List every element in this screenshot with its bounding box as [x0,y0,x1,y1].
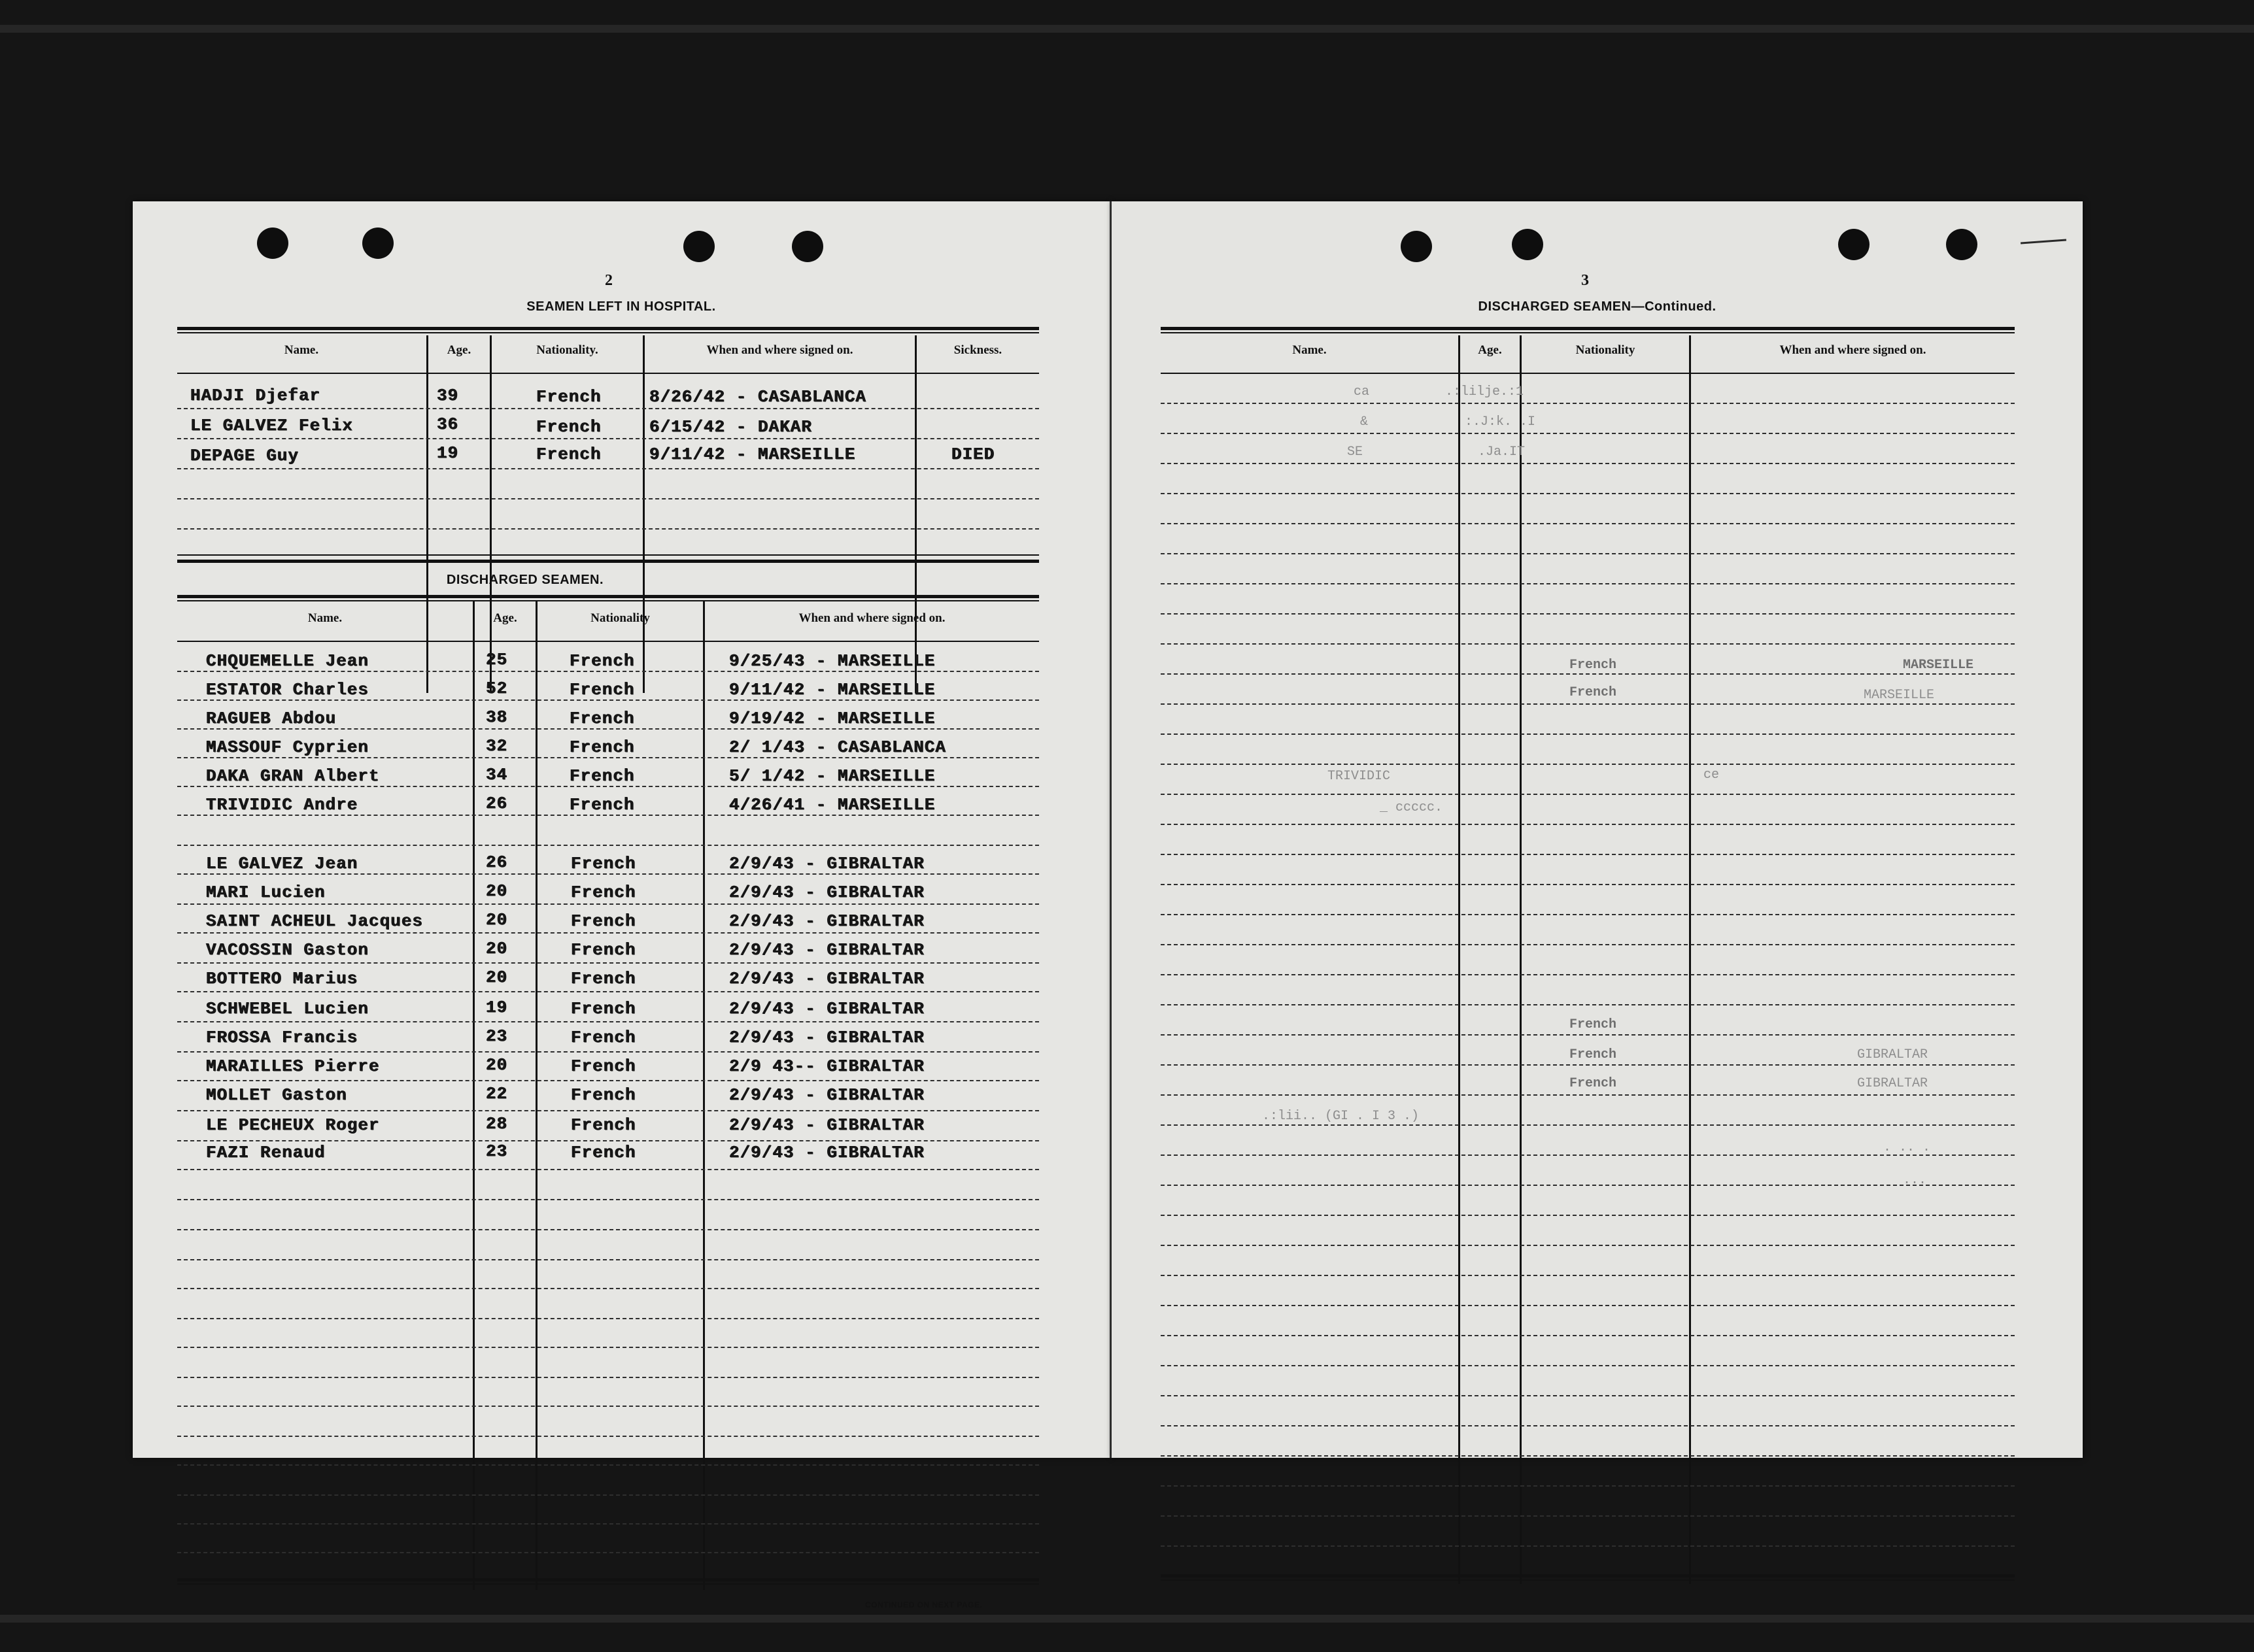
discharged-age: 32 [486,736,508,756]
ruled-line [177,757,1039,758]
ruled-line [177,903,1039,905]
ruled-line [177,1552,1039,1553]
column-header-name: Name. [307,611,343,625]
bleed-through-mark: _ ccccc. [1380,800,1443,815]
bleed-through-mark: & [1360,414,1369,430]
discharged-age: 23 [486,1026,508,1046]
ruled-line [1161,944,2015,945]
discharged-signed-on: 9/25/43 - MARSEILLE [729,651,936,671]
discharged-age: 19 [486,998,508,1017]
discharged-age: 26 [486,794,508,813]
discharged-signed-on: 9/19/42 - MARSEILLE [729,709,936,728]
ruled-line [1161,1365,2015,1366]
ruled-line [177,528,1039,530]
bleed-through-mark: . .. . [1883,1140,1931,1155]
ruled-line [177,991,1039,992]
ruled-line [1161,1064,2015,1066]
hospital-signed-on: 9/11/42 - MARSEILLE [649,445,856,464]
ruled-line [1161,673,2015,675]
hospital-nationality: French [536,445,602,464]
discharged-nationality: French [571,854,636,873]
ruled-line [1161,1004,2015,1005]
discharged-signed-on: 2/ 1/43 - CASABLANCA [729,737,947,757]
ruled-line [1161,794,2015,795]
bleed-through-mark: ce [1703,767,1720,783]
discharged-signed-on: 2/9/43 - GIBRALTAR [729,1085,925,1105]
column-divider [426,335,428,693]
table-rule [1161,1574,2015,1577]
film-border-bottom [0,1615,2254,1623]
column-header-nationality: Nationality [590,611,650,625]
discharged-name: BOTTERO Marius [206,969,358,988]
discharged-signed-on: 2/9/43 - GIBRALTAR [729,999,925,1019]
discharged-signed-on: 2/9/43 - GIBRALTAR [729,1115,925,1135]
ruled-line [177,873,1039,875]
discharged-age: 20 [486,968,508,987]
discharged-nationality: French [570,737,635,757]
punch-hole [683,231,715,262]
ruled-line [1161,854,2015,855]
discharged-age: 20 [486,910,508,930]
column-header-age: Age. [493,611,517,625]
discharged-age: 22 [486,1084,508,1104]
ruled-line [177,1406,1039,1407]
discharged-name: FROSSA Francis [206,1028,358,1047]
ruled-line [1161,1335,2015,1336]
ruled-line [177,1523,1039,1525]
ruled-line [1161,1275,2015,1276]
discharged-nationality: French [571,1085,636,1105]
ruled-line [1161,703,2015,705]
ruled-line [177,1318,1039,1319]
discharged-signed-on: 2/9/43 - GIBRALTAR [729,911,925,931]
ruled-line [177,1259,1039,1260]
ruled-line [1161,1545,2015,1547]
discharged-name: MARI Lucien [206,883,326,902]
hospital-name: LE GALVEZ Felix [190,416,354,435]
bleed-through-text: TRIVIDIC [1327,769,1391,784]
bleed-through-text: French [1569,658,1617,673]
table-rule [177,554,1039,556]
bleed-through-text: French [1569,1076,1617,1091]
discharged-age: 20 [486,881,508,901]
bleed-through-mark: .:lilje.:1 [1445,384,1524,399]
ruled-line [177,671,1039,672]
punch-hole [257,228,288,259]
discharged-name: SCHWEBEL Lucien [206,999,369,1019]
discharged-signed-on: 2/9/43 - GIBRALTAR [729,940,925,960]
hospital-signed-on: 6/15/42 - DAKAR [649,417,813,437]
ruled-line [1161,643,2015,645]
ruled-line [1161,1245,2015,1246]
bleed-through-text: MARSEILLE [1864,688,1935,703]
ruled-line [1161,914,2015,915]
hospital-section-title: SEAMEN LEFT IN HOSPITAL. [526,299,716,314]
bleed-through-mark: :.J:k. .I [1465,414,1536,430]
ruled-line [1161,613,2015,615]
bleed-through-mark: ca [1354,384,1370,399]
left-page [133,201,1110,1610]
discharged-nationality: French [570,795,635,815]
discharged-nationality: French [571,911,636,931]
discharged-name: LE GALVEZ Jean [206,854,358,873]
discharged-section-title: DISCHARGED SEAMEN. [446,573,604,587]
discharged-age: 34 [486,765,508,784]
page-number: 3 [1581,272,1589,289]
ruled-line [1161,1034,2015,1036]
discharged-signed-on: 4/26/41 - MARSEILLE [729,795,936,815]
discharged-name: DAKA GRAN Albert [206,766,380,786]
discharged-age: 28 [486,1114,508,1134]
ruled-line [177,498,1039,499]
ruled-line [177,1021,1039,1022]
table-rule [1161,1579,2015,1581]
ruled-line [177,1140,1039,1141]
discharged-signed-on: 2/9/43 - GIBRALTAR [729,1143,925,1162]
column-header-signed-on: When and where signed on. [1779,343,1926,357]
punch-hole [1946,229,1977,260]
hospital-signed-on: 8/26/42 - CASABLANCA [649,387,867,407]
ruled-line [1161,433,2015,434]
bleed-through-text: French [1569,1047,1617,1062]
discharged-nationality: French [571,999,636,1019]
bleed-through-text: MARSEILLE [1903,658,1974,673]
column-header-signed-on: When and where signed on. [798,611,946,625]
column-header-age: Age. [447,343,471,357]
bleed-through-text: GIBRALTAR [1857,1047,1928,1062]
hospital-nationality: French [536,387,602,407]
ruled-line [177,932,1039,934]
discharged-name: RAGUEB Abdou [206,709,337,728]
discharged-name: ESTATOR Charles [206,680,369,700]
discharged-nationality: French [570,709,635,728]
ruled-line [1161,553,2015,554]
ruled-line [177,786,1039,787]
discharged-nationality: French [570,651,635,671]
discharged-name: LE PECHEUX Roger [206,1115,380,1135]
hospital-age: 36 [437,414,459,434]
ruled-line [1161,1185,2015,1186]
ruled-line [1161,764,2015,765]
ruled-line [177,1051,1039,1053]
discharged-age: 26 [486,852,508,872]
punch-hole [1401,231,1432,262]
ruled-line [1161,583,2015,584]
ruled-line [1161,403,2015,404]
ruled-line [1161,824,2015,825]
column-header-name: Name. [284,343,319,357]
discharged-age: 20 [486,1055,508,1075]
hospital-sickness: DIED [951,445,995,464]
punch-hole [362,228,394,259]
bleed-through-text: GIBRALTAR [1857,1076,1928,1091]
ruled-line [177,1347,1039,1348]
ruled-line [177,1229,1039,1230]
table-rule [177,600,1039,601]
punch-hole [1838,229,1870,260]
discharged-age: 52 [486,679,508,698]
discharged-signed-on: 2/9/43 - GIBRALTAR [729,883,925,902]
table-rule [1161,332,2015,333]
ruled-line [1161,1395,2015,1396]
hospital-name: HADJI Djefar [190,386,321,405]
bleed-through-mark: ... [1903,1173,1927,1188]
discharged-name: FAZI Renaud [206,1143,326,1162]
bleed-through-text: French [1569,1017,1617,1032]
column-header-nationality: Nationality [1575,343,1635,357]
discharged-nationality: French [571,969,636,988]
column-header-sickness: Sickness. [953,343,1002,357]
hospital-name: DEPAGE Guy [190,446,299,465]
discharged-signed-on: 5/ 1/42 - MARSEILLE [729,766,936,786]
discharged-signed-on: 2/9/43 - GIBRALTAR [729,1028,925,1047]
ruled-line [177,1436,1039,1437]
table-rule [177,332,1039,333]
film-border-top [0,25,2254,33]
ruled-line [177,1288,1039,1289]
table-rule [177,1583,1039,1585]
ruled-line [177,845,1039,846]
ruled-line [1161,1094,2015,1096]
discharged-nationality: French [571,940,636,960]
table-rule [177,327,1039,330]
ruled-line [1161,733,2015,735]
right-page [1112,201,2083,1458]
page-number: 2 [605,272,613,289]
ruled-line [1161,463,2015,464]
ruled-line [177,1377,1039,1378]
ruled-line [1161,884,2015,885]
ruled-line [177,1464,1039,1466]
continued-note: CONTINUED ON NEXT PAGE. [865,1600,983,1610]
discharged-nationality: French [571,1115,636,1135]
column-header-signed-on: When and where signed on. [706,343,853,357]
discharged-nationality: French [571,1028,636,1047]
ruled-line [1161,974,2015,975]
discharged-name: TRIVIDIC Andre [206,795,358,815]
ruled-line [177,815,1039,816]
discharged-name: VACOSSIN Gaston [206,940,369,960]
ruled-line [177,1080,1039,1081]
column-divider [703,601,705,1590]
discharged-signed-on: 2/9/43 - GIBRALTAR [729,969,925,988]
ruled-line [177,700,1039,701]
ruled-line [177,408,1039,409]
column-divider [490,335,492,693]
bleed-through-text: French [1569,685,1617,700]
discharged-signed-on: 2/9/43 - GIBRALTAR [729,854,925,873]
table-rule [177,560,1039,563]
ruled-line [177,728,1039,730]
hospital-age: 19 [437,443,459,463]
page-edge-mark [2021,239,2066,244]
header-rule [177,373,1039,374]
discharged-age: 20 [486,939,508,958]
column-divider [915,335,917,693]
continued-section-title: DISCHARGED SEAMEN—Continued. [1478,299,1716,314]
column-header-age: Age. [1478,343,1502,357]
ruled-line [1161,1124,2015,1126]
column-divider [536,601,538,1590]
discharged-name: SAINT ACHEUL Jacques [206,911,424,931]
discharged-name: MASSOUF Cyprien [206,737,369,757]
table-rule [177,1578,1039,1581]
hospital-age: 39 [437,386,459,405]
discharged-nationality: French [571,1056,636,1076]
bleed-through-mark: SE [1347,445,1363,460]
hospital-nationality: French [536,417,602,437]
discharged-name: MOLLET Gaston [206,1085,347,1105]
discharged-name: CHQUEMELLE Jean [206,651,369,671]
ruled-line [1161,1485,2015,1487]
ruled-line [177,962,1039,964]
ruled-line [1161,523,2015,524]
discharged-signed-on: 2/9 43-- GIBRALTAR [729,1056,925,1076]
discharged-age: 23 [486,1141,508,1161]
ruled-line [177,468,1039,469]
bleed-through-mark: .Ja.IT [1478,445,1526,460]
discharged-signed-on: 9/11/42 - MARSEILLE [729,680,936,700]
punch-hole [1512,229,1543,260]
ruled-line [1161,1515,2015,1517]
ruled-line [177,438,1039,439]
ruled-line [177,1169,1039,1170]
ruled-line [177,1110,1039,1111]
table-rule [1161,327,2015,330]
column-divider [643,335,645,693]
ruled-line [1161,493,2015,494]
ruled-line [1161,1425,2015,1426]
discharged-nationality: French [571,1143,636,1162]
column-header-name: Name. [1292,343,1327,357]
ruled-line [177,1494,1039,1496]
ruled-line [1161,1215,2015,1216]
column-header-nationality: Nationality. [536,343,598,357]
discharged-nationality: French [570,680,635,700]
discharged-age: 38 [486,707,508,727]
header-rule [1161,373,2015,374]
discharged-age: 25 [486,650,508,669]
column-divider [473,601,475,1590]
ruled-line [1161,1455,2015,1457]
discharged-nationality: French [570,766,635,786]
discharged-name: MARAILLES Pierre [206,1056,380,1076]
table-rule [177,595,1039,598]
ruled-line [177,1199,1039,1200]
punch-hole [792,231,823,262]
header-rule [177,641,1039,642]
discharged-nationality: French [571,883,636,902]
bleed-through-mark: .:lii.. (GI . I 3 .) [1262,1109,1420,1124]
ruled-line [1161,1305,2015,1306]
